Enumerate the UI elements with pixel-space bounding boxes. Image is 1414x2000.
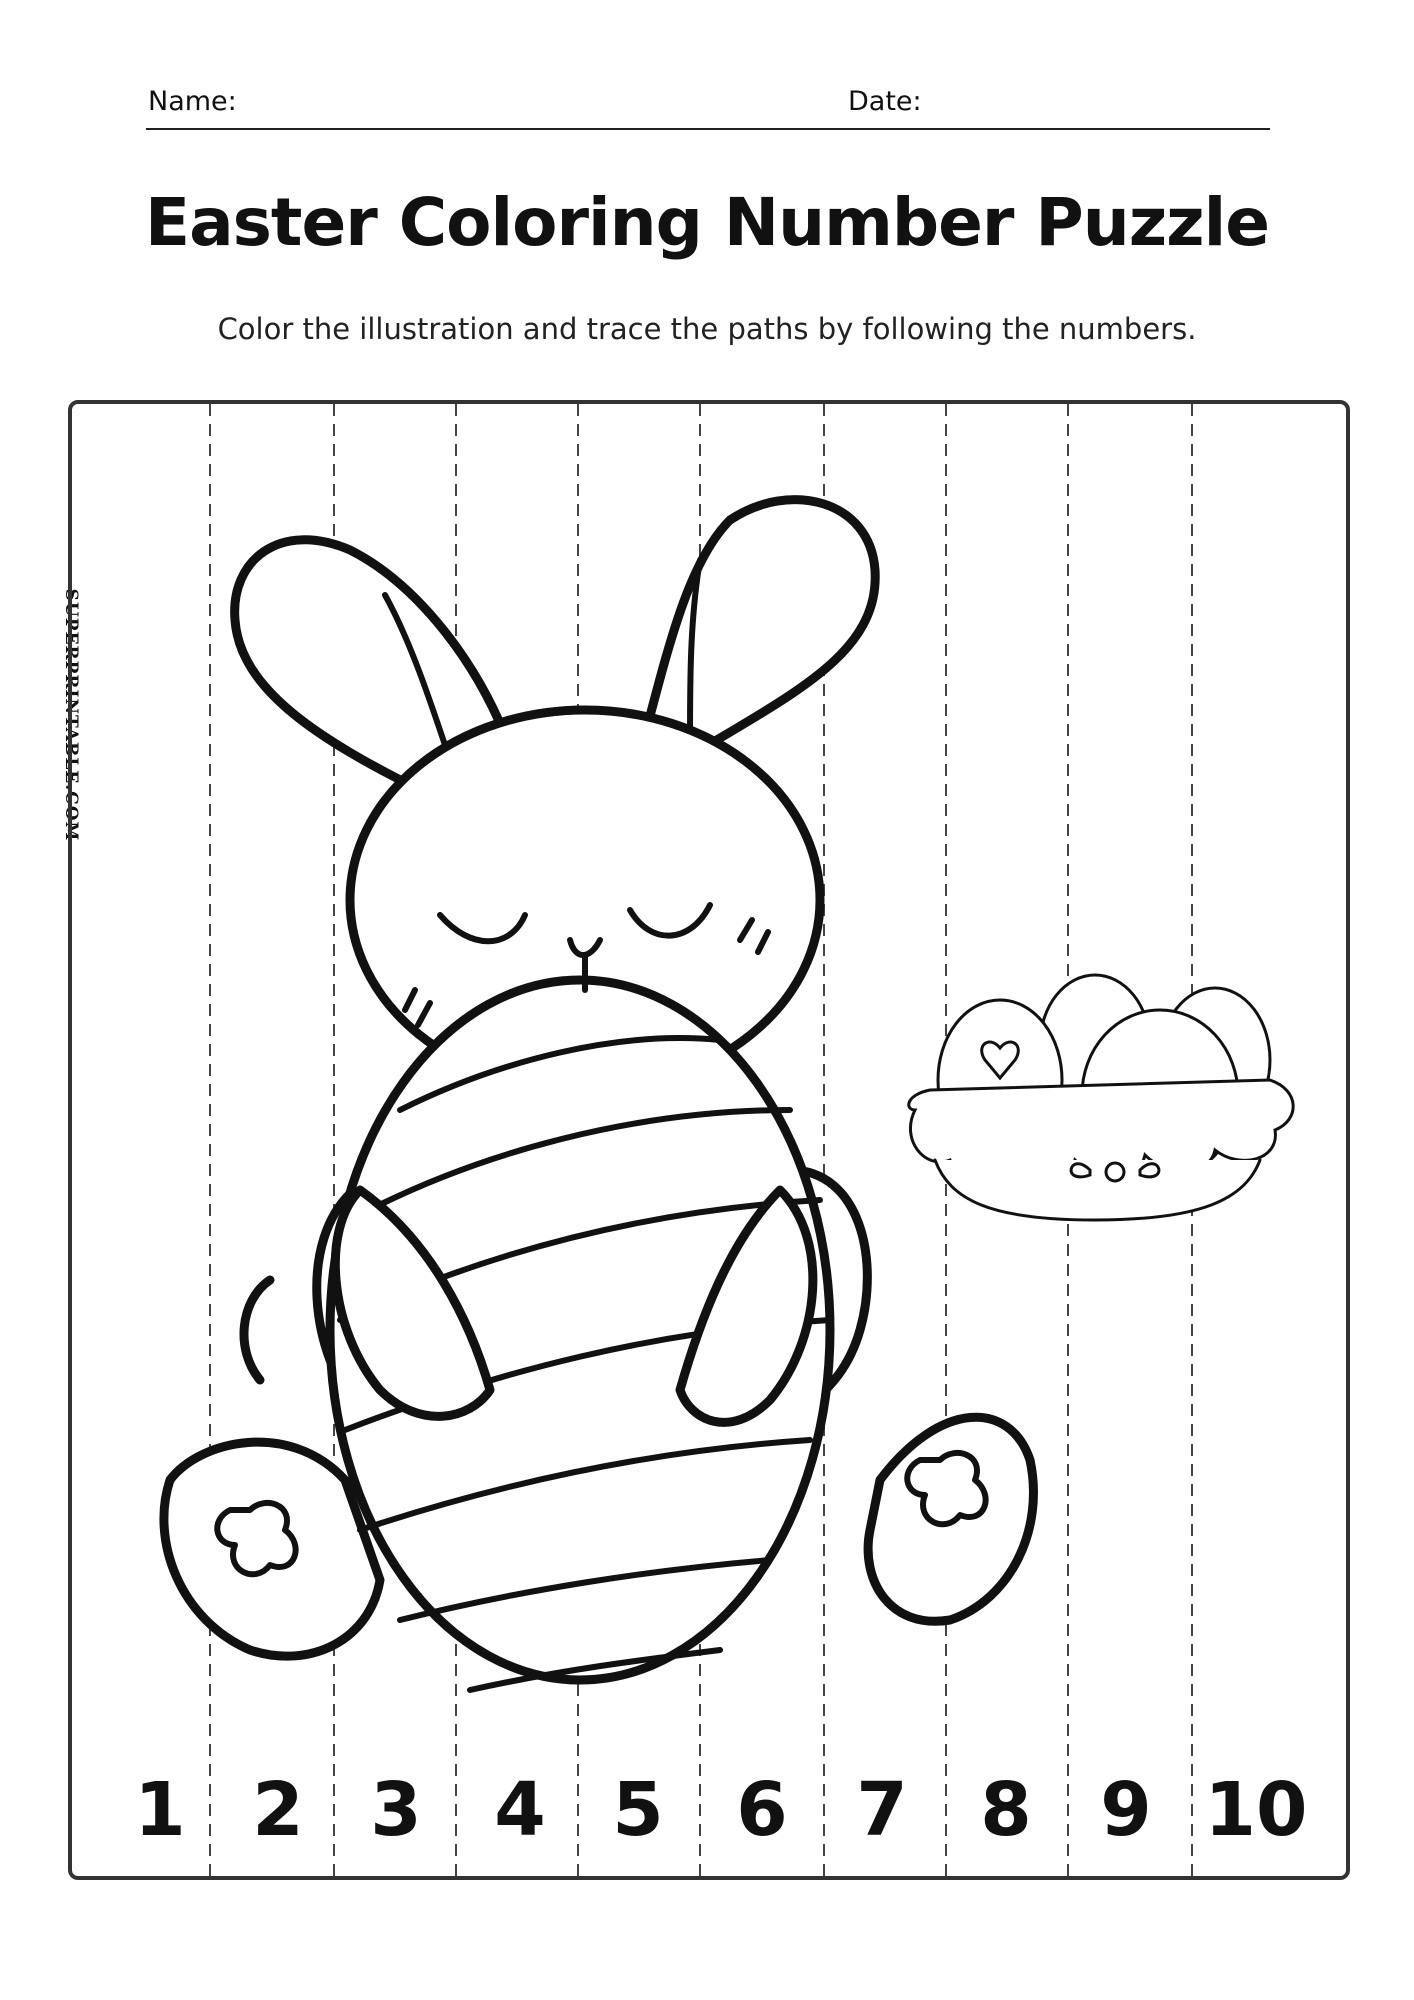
instructions-text: Color the illustration and trace the paths by following the numbers. (217, 312, 1197, 346)
name-label: Name: (148, 86, 237, 117)
strip-number-6: 6 (736, 1767, 788, 1853)
easter-egg-basket-icon (909, 975, 1293, 1220)
strip-number-5: 5 (612, 1767, 664, 1853)
strip-number-4: 4 (494, 1767, 546, 1853)
strip-number-8: 8 (980, 1767, 1032, 1853)
bunny-holding-easter-egg-icon (164, 500, 1034, 1690)
strip-number-3: 3 (370, 1767, 422, 1853)
page-title: Easter Coloring Number Puzzle (145, 184, 1269, 261)
brand-text: SUPERPRINTABLE.COM (61, 588, 81, 842)
strip-number-1: 1 (134, 1767, 186, 1853)
strip-numbers-row (68, 1755, 1350, 1865)
strip-number-9: 9 (1100, 1767, 1152, 1853)
strip-number-7: 7 (856, 1767, 908, 1853)
strip-number-2: 2 (252, 1767, 304, 1853)
date-label: Date: (848, 86, 922, 117)
strip-number-10: 10 (1204, 1767, 1308, 1853)
